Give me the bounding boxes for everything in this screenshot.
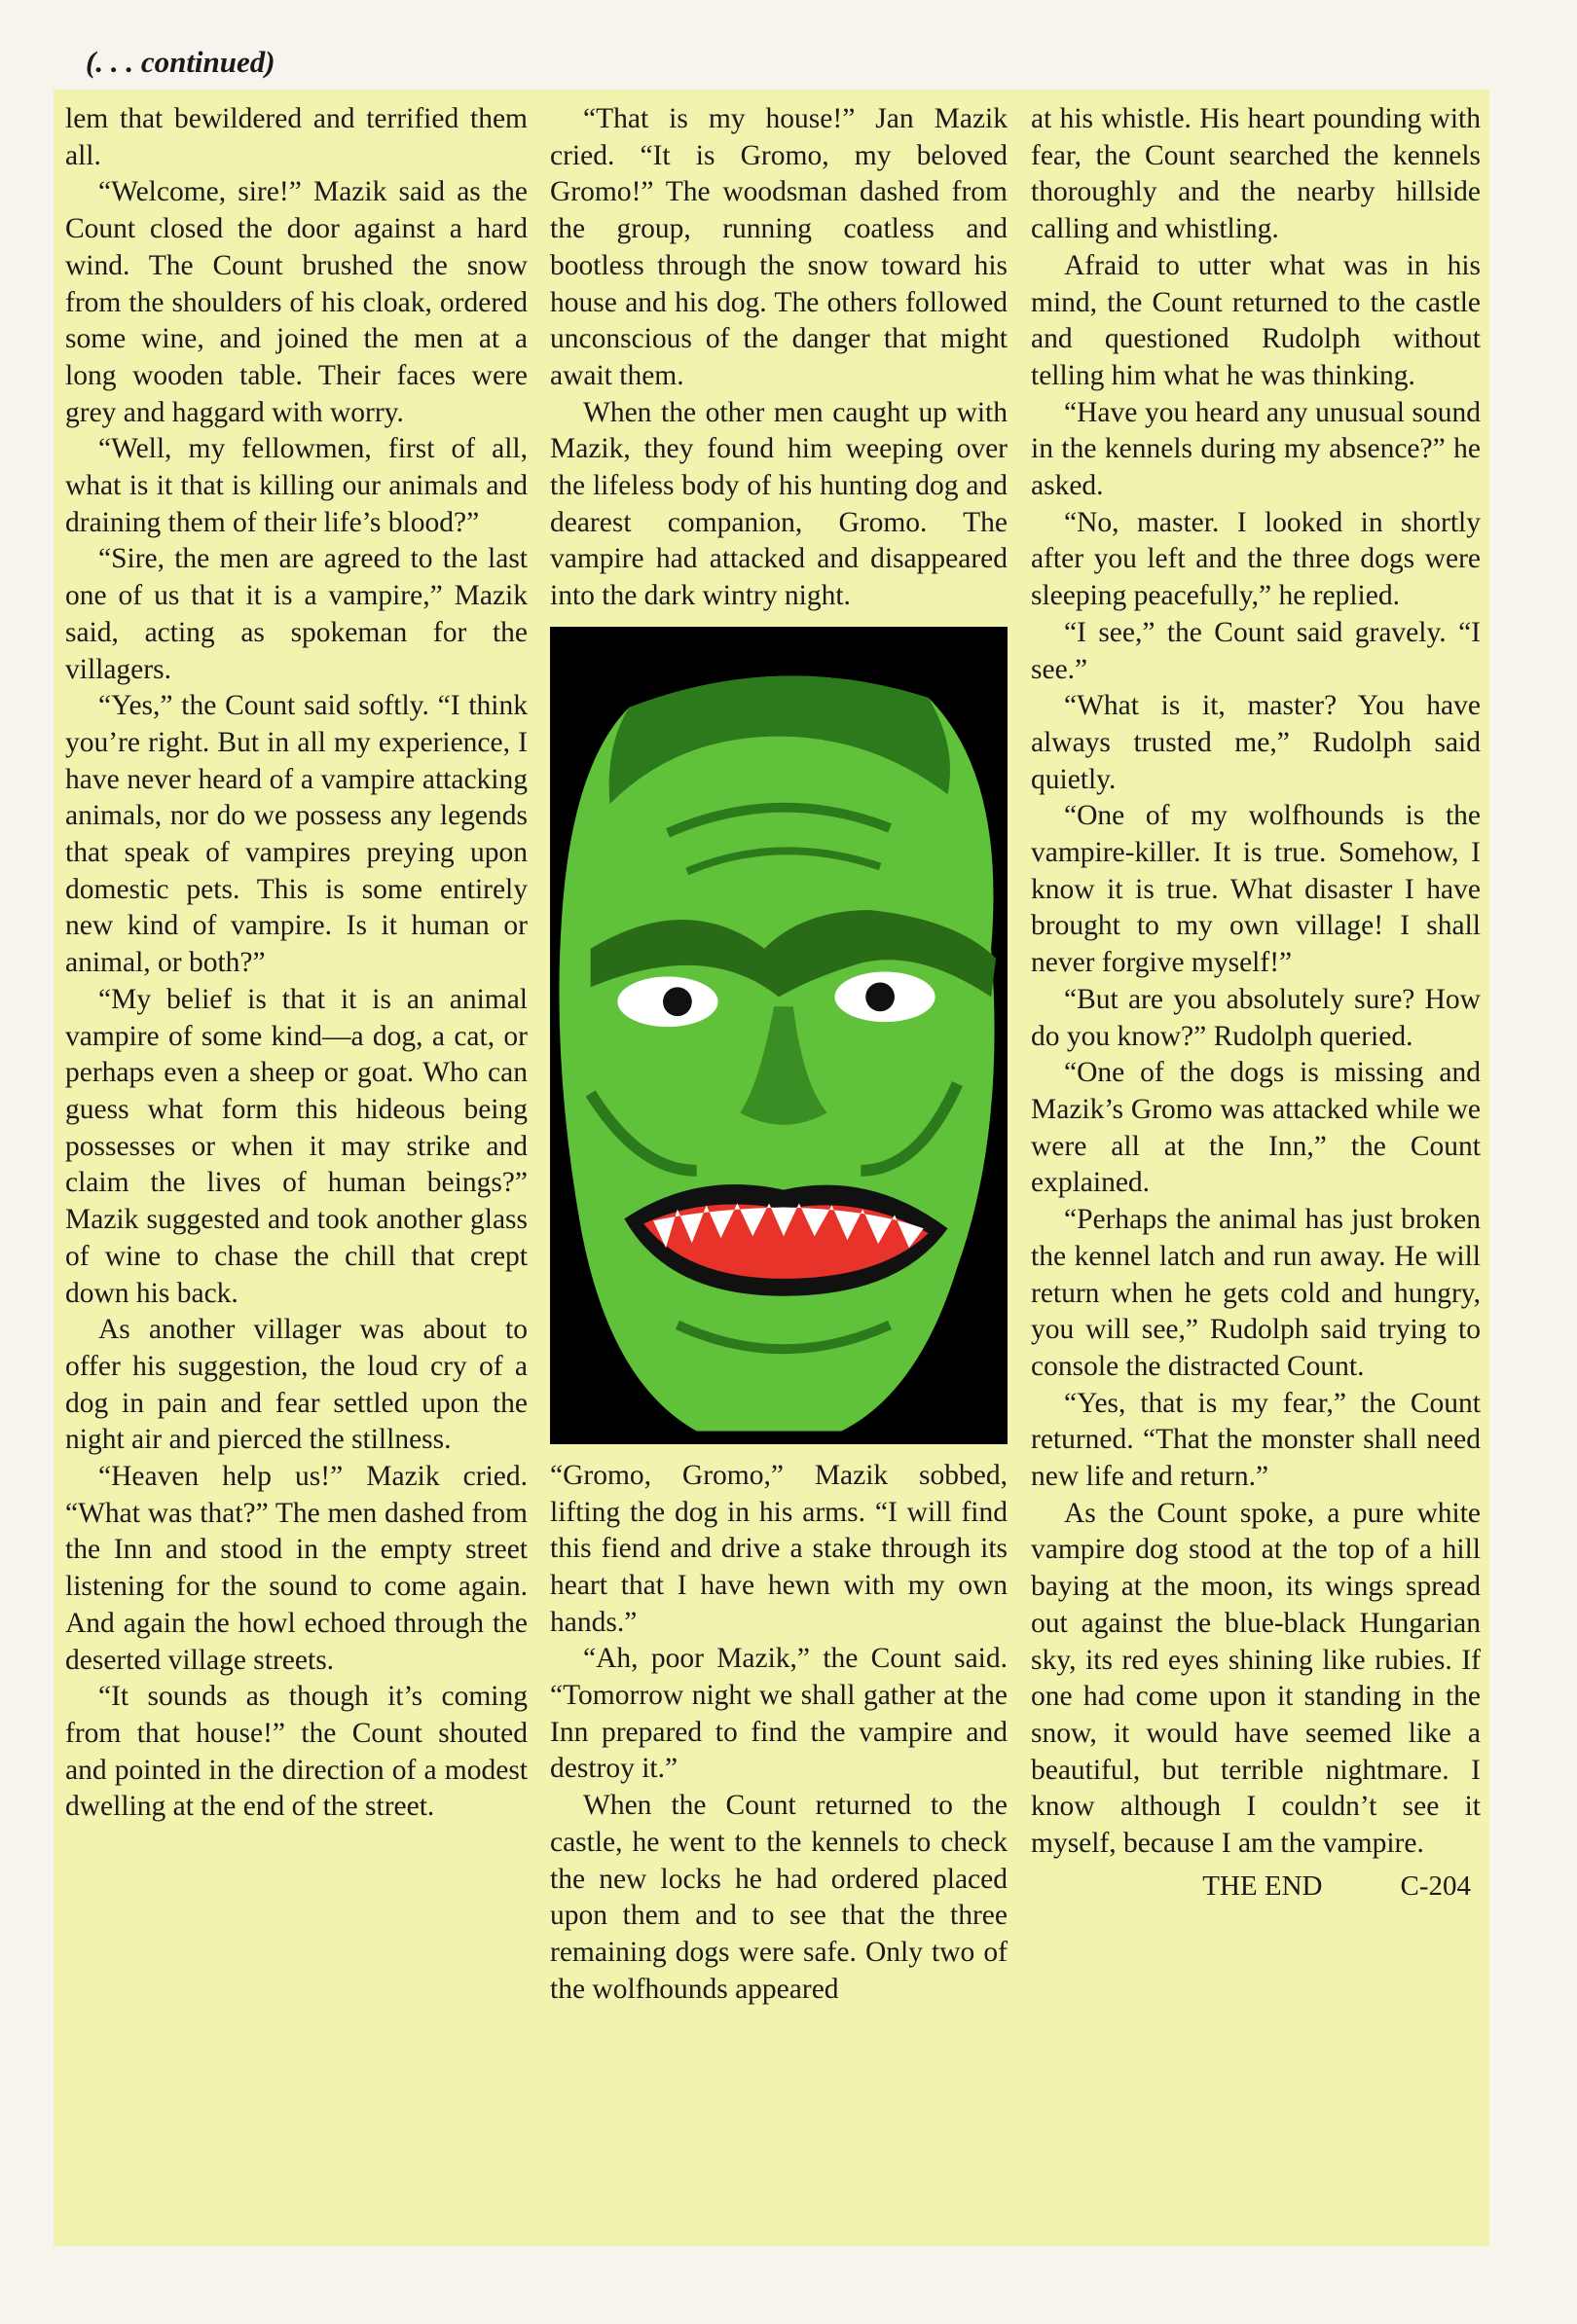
paragraph: “No, master. I looked in shortly after you left and the three dogs were sleeping peacefully,” he replied. bbox=[1031, 506, 1481, 612]
paragraph: When the other men caught up with Mazik, they found him weeping over the lifeless body of his hunting dog and dearest companion, Gromo. The vampire had attacked and disappeared into the dark wintry night. bbox=[550, 396, 1008, 612]
paragraph: Afraid to utter what was in his mind, the Count returned to the castle and questioned Rudolph without telling him what he was thinking. bbox=[1031, 249, 1481, 391]
paragraph: “My belief is that it is an animal vampire of some kind—a dog, a cat, or perhaps even a sheep or goat. Who can guess what form this hideous being possesses or when it may strike and claim the lives of human beings?” Mazik suggested and took another glass of wine to chase the chill that crept down his back. bbox=[65, 983, 528, 1309]
story-footer bbox=[1031, 1869, 1481, 1906]
paragraph: lem that bewildered and terrified them all. bbox=[65, 103, 528, 171]
monster-illustration bbox=[550, 627, 1008, 1444]
paragraph: When the Count returned to the castle, he went to the kennels to check the new locks he had ordered placed upon them and to see that the three remaining dogs were safe. Only two of the wolfhounds appeared bbox=[550, 1790, 1008, 2005]
paragraph: “Yes, that is my fear,” the Count returned. “That the monster shall need new life and return.” bbox=[1031, 1387, 1481, 1493]
column-left bbox=[65, 101, 528, 1826]
column-right bbox=[1031, 101, 1481, 1905]
paragraph: As another villager was about to offer his suggestion, the loud cry of a dog in pain and fear settled upon the night air and pierced the stillness. bbox=[65, 1314, 528, 1456]
paragraph: “It sounds as though it’s coming from that house!” the Count shouted and pointed in the direction of a modest dwelling at the end of the street. bbox=[65, 1681, 528, 1823]
paragraph: “Well, my fellowmen, first of all, what is it that is killing our animals and draining them of their life’s blood?” bbox=[65, 433, 528, 538]
paragraph: “That is my house!” Jan Mazik cried. “It is Gromo, my beloved Gromo!” The woodsman dashed from the group, running coatless and bootless through the snow toward his house and his dog. The others followed unconscious of the danger that might await them. bbox=[550, 103, 1008, 391]
paragraph: “Have you heard any unusual sound in the kennels during my absence?” he asked. bbox=[1031, 396, 1481, 502]
column-middle bbox=[550, 101, 1008, 2008]
story-page bbox=[54, 90, 1489, 2246]
paragraph: “Ah, poor Mazik,” the Count said. “Tomorrow night we shall gather at the Inn prepared to find the vampire and destroy it.” bbox=[550, 1643, 1008, 1785]
paragraph: As the Count spoke, a pure white vampire dog stood at the top of a hill baying at the moon, its wings spread out against the blue-black Hungarian sky, its red eyes shining like rubies. If one had come upon it standing in the snow, it would have seemed like a beautiful, but terrible nightmare. I know although I couldn’t see it myself, because I am the vampire. bbox=[1031, 1497, 1481, 1860]
paragraph: “One of the dogs is missing and Mazik’s Gromo was attacked while we were all at the Inn,” the Count explained. bbox=[1031, 1057, 1481, 1199]
monster-face-icon bbox=[552, 629, 1006, 1442]
story-code: C-204 bbox=[1400, 1870, 1471, 1902]
continued-label: (. . . continued) bbox=[86, 45, 275, 79]
paragraph: “I see,” the Count said gravely. “I see.” bbox=[1031, 616, 1481, 685]
paragraph: “Gromo, Gromo,” Mazik sobbed, lifting the dog in his arms. “I will find this fiend and drive a stake through its heart that I have hewn with my own hands.” bbox=[550, 1459, 1008, 1638]
paragraph: “Yes,” the Count said softly. “I think you’re right. But in all my experience, I have never heard of a vampire attacking animals, nor do we possess any legends that speak of vampires preying upon domestic pets. This is some entirely new kind of vampire. Is it human or animal, or both?” bbox=[65, 690, 528, 979]
paragraph: “Sire, the men are agreed to the last one of us that it is a vampire,” Mazik said, acting as spokeman for the villagers. bbox=[65, 543, 528, 685]
paragraph: at his whistle. His heart pounding with fear, the Count searched the kennels thoroughly and the nearby hillside calling and whistling. bbox=[1031, 103, 1481, 245]
paragraph: “But are you absolutely sure? How do you know?” Rudolph queried. bbox=[1031, 983, 1481, 1052]
paragraph: “Perhaps the animal has just broken the kennel latch and run away. He will return when he gets cold and hungry, you will see,” Rudolph said trying to console the distracted Count. bbox=[1031, 1204, 1481, 1382]
the-end-label: THE END bbox=[1202, 1870, 1323, 1902]
paragraph: “Heaven help us!” Mazik cried. “What was that?” The men dashed from the Inn and stood in the empty street listening for the sound to come again. And again the howl echoed through the deserted village streets. bbox=[65, 1461, 528, 1676]
paragraph: “Welcome, sire!” Mazik said as the Count closed the door against a hard wind. The Count brushed the snow from the shoulders of his cloak, ordered some wine, and joined the men at a long wooden table. Their faces were grey and haggard with worry. bbox=[65, 176, 528, 428]
paragraph: “What is it, master? You have always trusted me,” Rudolph said quietly. bbox=[1031, 690, 1481, 795]
paragraph: “One of my wolfhounds is the vampire-killer. It is true. Somehow, I know it is true. What disaster I have brought to my own village! I shall never forgive myself!” bbox=[1031, 800, 1481, 979]
